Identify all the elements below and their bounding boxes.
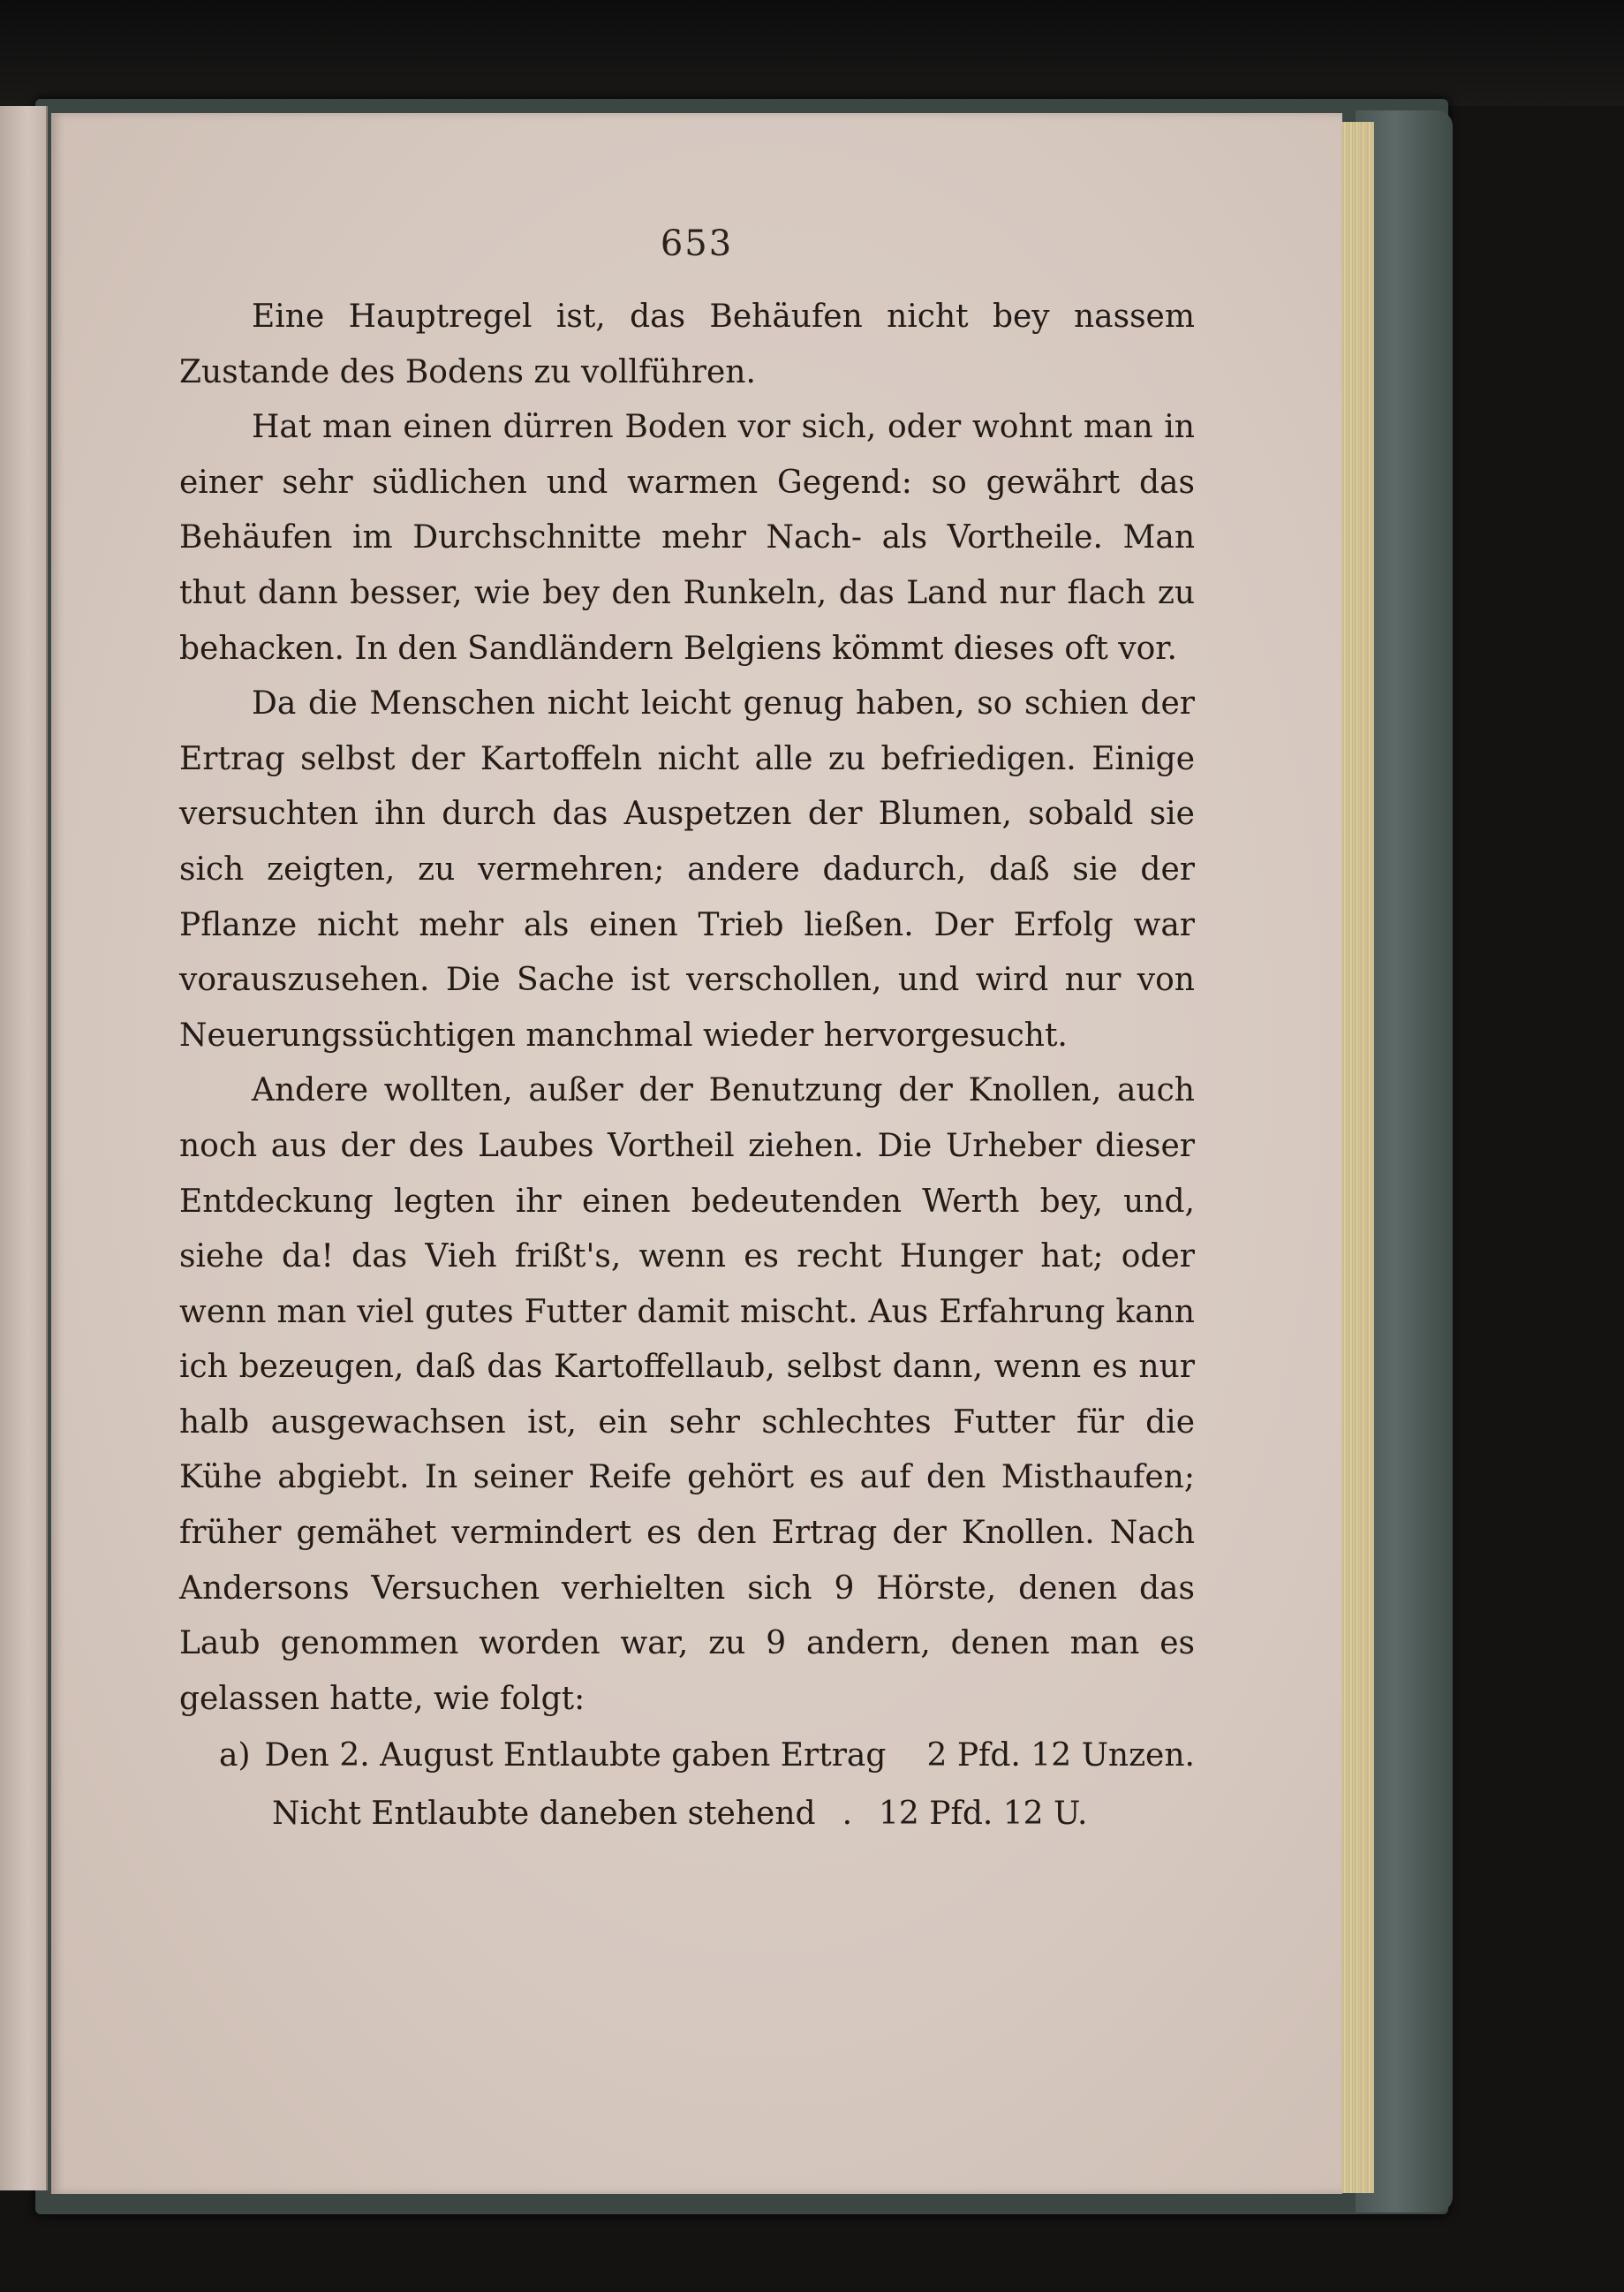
page-block-edges: [1341, 122, 1374, 2193]
list-item: [179, 1727, 1195, 1785]
page-text: [179, 290, 1195, 1843]
list-item-leader: .: [842, 1796, 853, 1833]
page-number: 653: [660, 223, 734, 264]
list-item-label: a): [219, 1737, 251, 1774]
list-item-value: 2 Pfd. 12 Unzen.: [926, 1737, 1195, 1774]
left-page-edge: [0, 106, 48, 2190]
list-item: [179, 1785, 1195, 1843]
book-page: [51, 113, 1342, 2194]
paragraph: Da die Menschen nicht leicht genug haben, so schien der Ertrag selbst der Kartoffeln nicht alle zu befriedigen. Einige versuchten ihn durch das Auspetzen der Blumen, sobald sie sich zeigten, zu vermehren; andere dadurch, daß sie der Pflanze nicht mehr als einen Trieb ließen. Der Erfolg war vorauszusehen. Die Sache ist verschollen, und wird nur von Neuerungssüchtigen manchmal wieder hervorgesucht.: [179, 685, 1195, 1054]
paragraph: Andere wollten, außer der Benutzung der Knollen, auch noch aus der des Laubes Vortheil ziehen. Die Urheber dieser Entdeckung legten ihr einen bedeutenden Werth bey, und, siehe da! das Vieh frißt's, wenn es recht Hunger hat; oder wenn man viel gutes Futter damit mischt. Aus Erfahrung kann ich bezeugen, daß das Kartoffellaub, selbst dann, wenn es nur halb ausgewachsen ist, ein sehr schlechtes Futter für die Kühe abgiebt. In seiner Reife gehört es auf den Misthaufen; früher gemähet vermindert es den Ertrag der Knollen. Nach Andersons Versuchen verhielten sich 9 Hörste, denen das Laub genommen worden war, zu 9 andern, denen man es gelassen hatte, wie folgt:: [179, 1072, 1195, 1717]
background-shadow: [0, 0, 1624, 106]
list-item-text: Den 2. August Entlaubte gaben Ertrag: [264, 1737, 887, 1774]
list-item-value: 12 Pfd. 12 U.: [879, 1796, 1088, 1833]
paragraph: Eine Hauptregel ist, das Behäufen nicht bey nassem Zustande des Bodens zu vollführen.: [179, 299, 1195, 390]
list-item-text: Nicht Entlaubte daneben stehend: [272, 1796, 816, 1833]
paragraph: Hat man einen dürren Boden vor sich, oder wohnt man in einer sehr südlichen und warmen Gegend: so gewährt das Behäufen im Durchschnitte mehr Nach- als Vortheile. Man thut dann besser, wie bey den Runkeln, das Land nur flach zu behacken. In den Sandländern Belgiens kömmt dieses oft vor.: [179, 409, 1195, 667]
yield-list: [179, 1727, 1195, 1843]
